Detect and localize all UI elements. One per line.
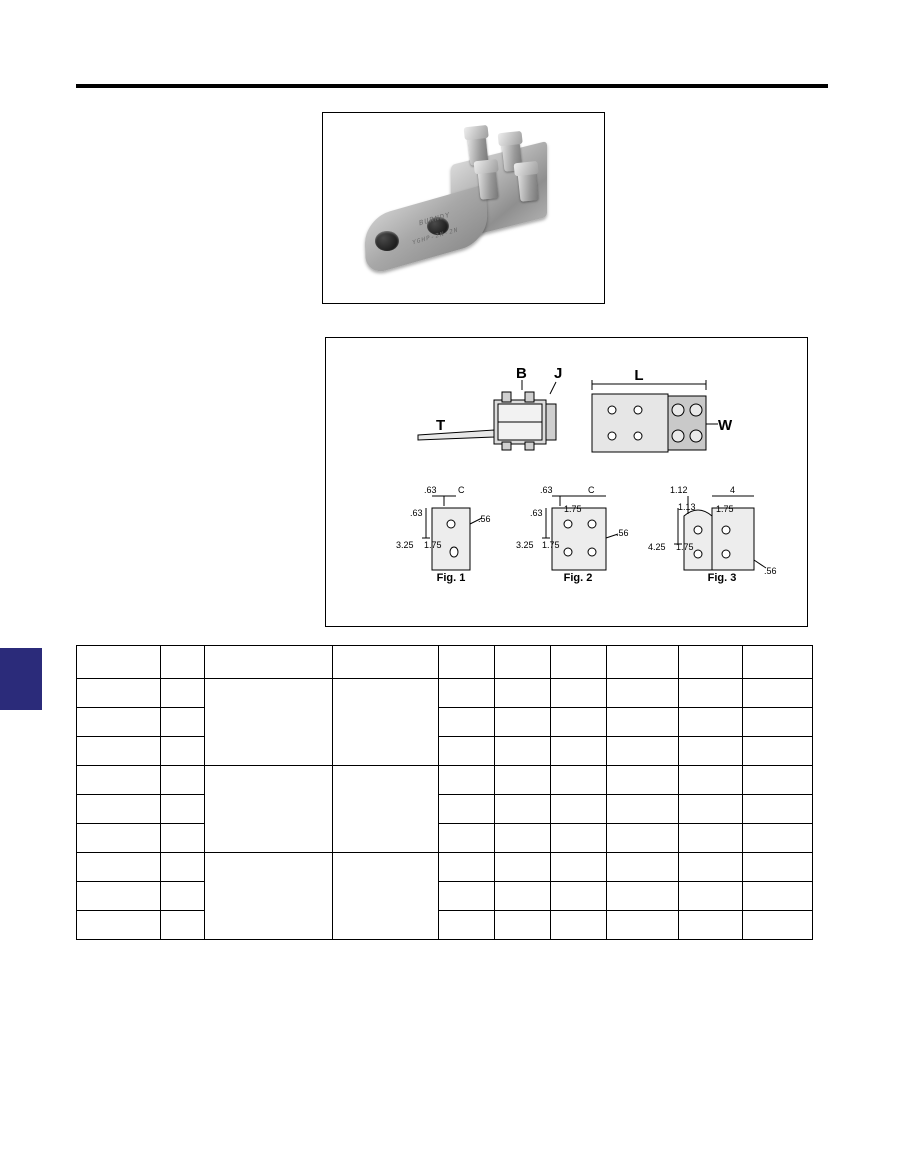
table-cell (743, 853, 813, 882)
fig1-dim-left-upper: .63 (410, 508, 423, 518)
fig3-dim-inner: 1.75 (676, 542, 694, 552)
table-cell (743, 679, 813, 708)
bolt-3 (477, 168, 498, 200)
table-header-cell (205, 646, 333, 679)
table-cell (551, 708, 607, 737)
table-cell (551, 882, 607, 911)
label-B: B (516, 365, 527, 382)
specification-table (76, 645, 813, 940)
fig3-dim-left-lower: 4.25 (648, 542, 666, 552)
fig2-dim-top-right: C (588, 485, 595, 495)
dimension-diagram-svg (326, 338, 805, 624)
table-cell (607, 824, 679, 853)
table-cell (495, 766, 551, 795)
table-cell (439, 853, 495, 882)
table-cell (743, 795, 813, 824)
table-cell (743, 911, 813, 940)
table-row (77, 766, 813, 795)
table-cell (439, 766, 495, 795)
table-cell (77, 795, 161, 824)
table-cell (439, 679, 495, 708)
label-J: J (554, 365, 563, 382)
product-photo-image (323, 113, 604, 303)
table-cell (551, 766, 607, 795)
fig1-dim-left-lower: 3.25 (396, 540, 414, 550)
fig3-dim-top-left: 1.12 (670, 485, 688, 495)
table-cell (439, 795, 495, 824)
bolt-4 (517, 170, 538, 202)
label-W: W (718, 417, 733, 434)
table-cell (161, 882, 205, 911)
table-cell (743, 766, 813, 795)
table-cell (161, 795, 205, 824)
table-cell (679, 853, 743, 882)
table-header-cell (333, 646, 439, 679)
table-header-cell (439, 646, 495, 679)
table-cell (743, 737, 813, 766)
table-cell-merged (333, 853, 439, 940)
table-header-cell (495, 646, 551, 679)
fig1-title: Fig. 1 (436, 572, 466, 584)
table-header-cell (161, 646, 205, 679)
table-cell (495, 853, 551, 882)
table-cell (439, 911, 495, 940)
fig1-dim-top-right: C (458, 485, 465, 495)
table-cell (607, 853, 679, 882)
header-rule (76, 84, 828, 88)
table-cell (551, 795, 607, 824)
table-cell (161, 911, 205, 940)
fig2-dim-left-upper: .63 (530, 508, 543, 518)
table-cell (551, 737, 607, 766)
fig3-dim-top-right: 4 (730, 485, 736, 495)
table-cell (77, 766, 161, 795)
fig3-title: Fig. 3 (707, 572, 737, 584)
table-cell (551, 679, 607, 708)
table-cell (439, 882, 495, 911)
table-header-row (77, 646, 813, 679)
table-cell-merged (205, 679, 333, 766)
table-cell (77, 824, 161, 853)
table-header-cell (607, 646, 679, 679)
table-header-cell (77, 646, 161, 679)
table-row (77, 824, 813, 853)
fig2-dim-inner-top: 1.75 (564, 504, 582, 514)
table-cell (495, 679, 551, 708)
table-cell (77, 679, 161, 708)
fig2-dim-top-left: .63 (540, 485, 553, 495)
table-row (77, 853, 813, 882)
dimension-diagram (325, 337, 808, 627)
table-cell (551, 911, 607, 940)
plan-view-group (592, 380, 718, 452)
table-cell (607, 795, 679, 824)
fig2-dim-inner: 1.75 (542, 540, 560, 550)
table-cell (161, 679, 205, 708)
table-cell (439, 824, 495, 853)
table-cell (439, 737, 495, 766)
fig2-title: Fig. 2 (563, 572, 593, 584)
table-cell (495, 882, 551, 911)
fig3-dim-second: 1.13 (678, 502, 696, 512)
table-cell (495, 824, 551, 853)
table-cell (679, 911, 743, 940)
section-index-tab (0, 648, 42, 710)
fig2-dim-left-lower: 3.25 (516, 540, 534, 550)
side-view-group (418, 380, 556, 450)
table-cell (495, 708, 551, 737)
table-cell (679, 766, 743, 795)
table-cell (495, 911, 551, 940)
table-cell (607, 679, 679, 708)
table-header-cell (743, 646, 813, 679)
table-cell (495, 737, 551, 766)
table-cell (161, 824, 205, 853)
label-L: L (634, 367, 644, 384)
table-cell (77, 853, 161, 882)
table-cell (495, 795, 551, 824)
table-cell (607, 737, 679, 766)
label-T: T (436, 417, 446, 434)
table-cell (743, 708, 813, 737)
table-cell (679, 679, 743, 708)
table-cell (743, 882, 813, 911)
table-cell (679, 708, 743, 737)
table-cell (161, 708, 205, 737)
table-cell (679, 824, 743, 853)
table-row (77, 795, 813, 824)
fig3-dim-inner-top: 1.75 (716, 504, 734, 514)
fig3-dim-right: .56 (764, 566, 777, 576)
fig1-dim-right: .56 (478, 514, 491, 524)
table-cell (161, 737, 205, 766)
fig1-dim-top-left: .63 (424, 485, 437, 495)
table-row (77, 708, 813, 737)
table-header-cell (551, 646, 607, 679)
table-cell (77, 708, 161, 737)
table-cell (607, 911, 679, 940)
table-cell (679, 737, 743, 766)
stamp-line-2: YGHP-2N-2N (412, 226, 459, 247)
table-cell (161, 766, 205, 795)
table-row (77, 737, 813, 766)
stamp-line-1: BURNDY (418, 210, 451, 228)
table-cell-merged (205, 766, 333, 853)
table-cell (743, 824, 813, 853)
table-cell (161, 853, 205, 882)
table-cell (607, 882, 679, 911)
table-header-cell (679, 646, 743, 679)
table-cell-merged (333, 679, 439, 766)
fig1-dim-inner: 1.75 (424, 540, 442, 550)
table-row (77, 911, 813, 940)
table-cell-merged (333, 766, 439, 853)
table-cell (551, 824, 607, 853)
table-cell (551, 853, 607, 882)
table-cell (679, 882, 743, 911)
table-cell (77, 882, 161, 911)
table-cell (77, 911, 161, 940)
table-row (77, 882, 813, 911)
table-cell (679, 795, 743, 824)
table-cell (607, 708, 679, 737)
table-cell (439, 708, 495, 737)
fig2-dim-right: .56 (616, 528, 629, 538)
table-cell-merged (205, 853, 333, 940)
table-cell (607, 766, 679, 795)
product-photo (322, 112, 605, 304)
fig1-group (422, 496, 482, 570)
table-row (77, 679, 813, 708)
table-cell (77, 737, 161, 766)
